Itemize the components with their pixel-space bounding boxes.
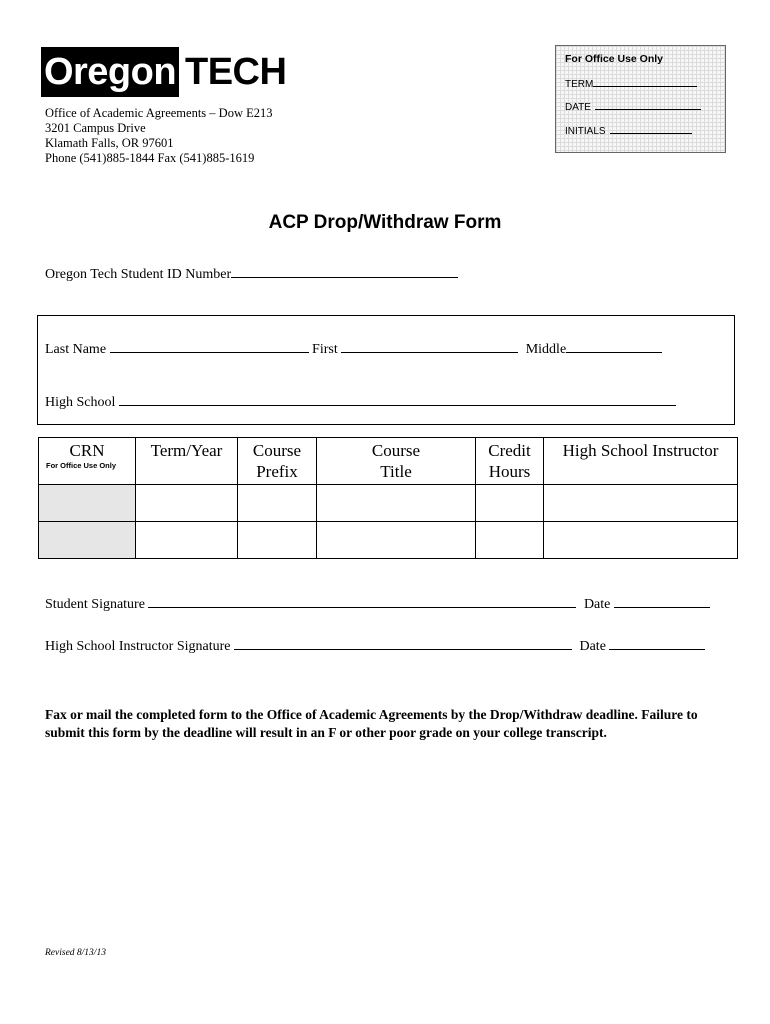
office-term-label: TERM: [565, 79, 594, 90]
instructor-cell[interactable]: [544, 522, 738, 559]
credit-hours-cell[interactable]: [476, 485, 544, 522]
first-name-line[interactable]: [341, 337, 518, 353]
course-prefix-header-line1: Course: [252, 441, 302, 460]
instructor-cell[interactable]: [544, 485, 738, 522]
high-school-line[interactable]: [119, 390, 676, 406]
last-name-line[interactable]: [110, 337, 309, 353]
student-id-field[interactable]: [45, 262, 458, 283]
course-table: [38, 437, 738, 559]
submission-notice: Fax or mail the completed form to the Office of Academic Agreements by the Drop/Withdraw deadline. Failure to submit this form by the deadline will result in an F or other poor grade on your college transcript.: [45, 707, 698, 740]
table-header-row: [39, 438, 738, 485]
address-office: Office of Academic Agreements – Dow E213: [45, 106, 273, 120]
crn-header-label: CRN: [69, 441, 105, 460]
office-initials-line: [610, 123, 692, 134]
instructor-date-line[interactable]: [609, 634, 705, 650]
logo-word-tech: TECH: [185, 51, 287, 93]
last-name-label: Last Name: [45, 342, 107, 357]
office-use-title: For Office Use Only: [565, 53, 664, 65]
revised-date: Revised 8/13/13: [45, 948, 106, 958]
office-use-box: [555, 45, 726, 153]
name-row: [45, 337, 662, 358]
instructor-signature-label: High School Instructor Signature: [45, 639, 231, 654]
logo-word-oregon: Oregon: [41, 47, 179, 97]
middle-name-line[interactable]: [566, 337, 662, 353]
office-date-line: [595, 99, 701, 110]
course-title-header-line1: Course: [371, 441, 421, 460]
middle-name-label: Middle: [525, 342, 567, 357]
instructor-header: High School Instructor: [544, 438, 738, 485]
office-initials-field[interactable]: [565, 123, 692, 137]
course-prefix-header: [238, 438, 317, 485]
credit-hours-cell[interactable]: [476, 522, 544, 559]
student-name-box: [37, 315, 735, 425]
office-date-field[interactable]: [565, 99, 701, 113]
course-prefix-header-line2: Prefix: [256, 462, 298, 481]
table-row: [39, 485, 738, 522]
credit-hours-header-line1: Credit: [488, 441, 531, 460]
course-prefix-cell[interactable]: [238, 485, 317, 522]
crn-cell: [39, 485, 136, 522]
student-date-label: Date: [583, 597, 611, 612]
student-id-line[interactable]: [231, 262, 458, 278]
high-school-row: [45, 390, 676, 411]
course-title-header-line2: Title: [380, 462, 412, 481]
student-signature-label: Student Signature: [45, 597, 145, 612]
student-signature-line[interactable]: [148, 592, 576, 608]
crn-office-use-note: For Office Use Only: [46, 461, 117, 470]
term-year-cell[interactable]: [136, 485, 238, 522]
form-title: ACP Drop/Withdraw Form: [268, 212, 502, 233]
credit-hours-header-line2: Hours: [488, 462, 531, 481]
instructor-signature-row: [45, 634, 705, 655]
course-prefix-cell[interactable]: [238, 522, 317, 559]
first-name-label: First: [312, 342, 338, 357]
instructor-signature-line[interactable]: [234, 634, 572, 650]
crn-cell: [39, 522, 136, 559]
office-term-field[interactable]: [565, 76, 697, 90]
term-year-cell[interactable]: [136, 522, 238, 559]
student-signature-row: [45, 592, 710, 613]
course-title-cell[interactable]: [317, 522, 476, 559]
student-id-label: Oregon Tech Student ID Number: [45, 267, 232, 282]
credit-hours-header: [476, 438, 544, 485]
term-year-header: Term/Year: [136, 438, 238, 485]
crn-header: [39, 438, 136, 485]
address-phone-fax: Phone (541)885-1844 Fax (541)885-1619: [45, 151, 255, 165]
high-school-label: High School: [45, 395, 116, 410]
office-term-line: [593, 76, 697, 87]
oregon-tech-logo: [41, 47, 286, 97]
student-date-line[interactable]: [614, 592, 710, 608]
office-date-label: DATE: [565, 102, 591, 113]
address-city: Klamath Falls, OR 97601: [45, 136, 174, 150]
office-initials-label: INITIALS: [565, 126, 606, 137]
course-title-header: [317, 438, 476, 485]
table-row: [39, 522, 738, 559]
course-title-cell[interactable]: [317, 485, 476, 522]
instructor-date-label: Date: [579, 639, 606, 654]
address-street: 3201 Campus Drive: [45, 121, 146, 135]
